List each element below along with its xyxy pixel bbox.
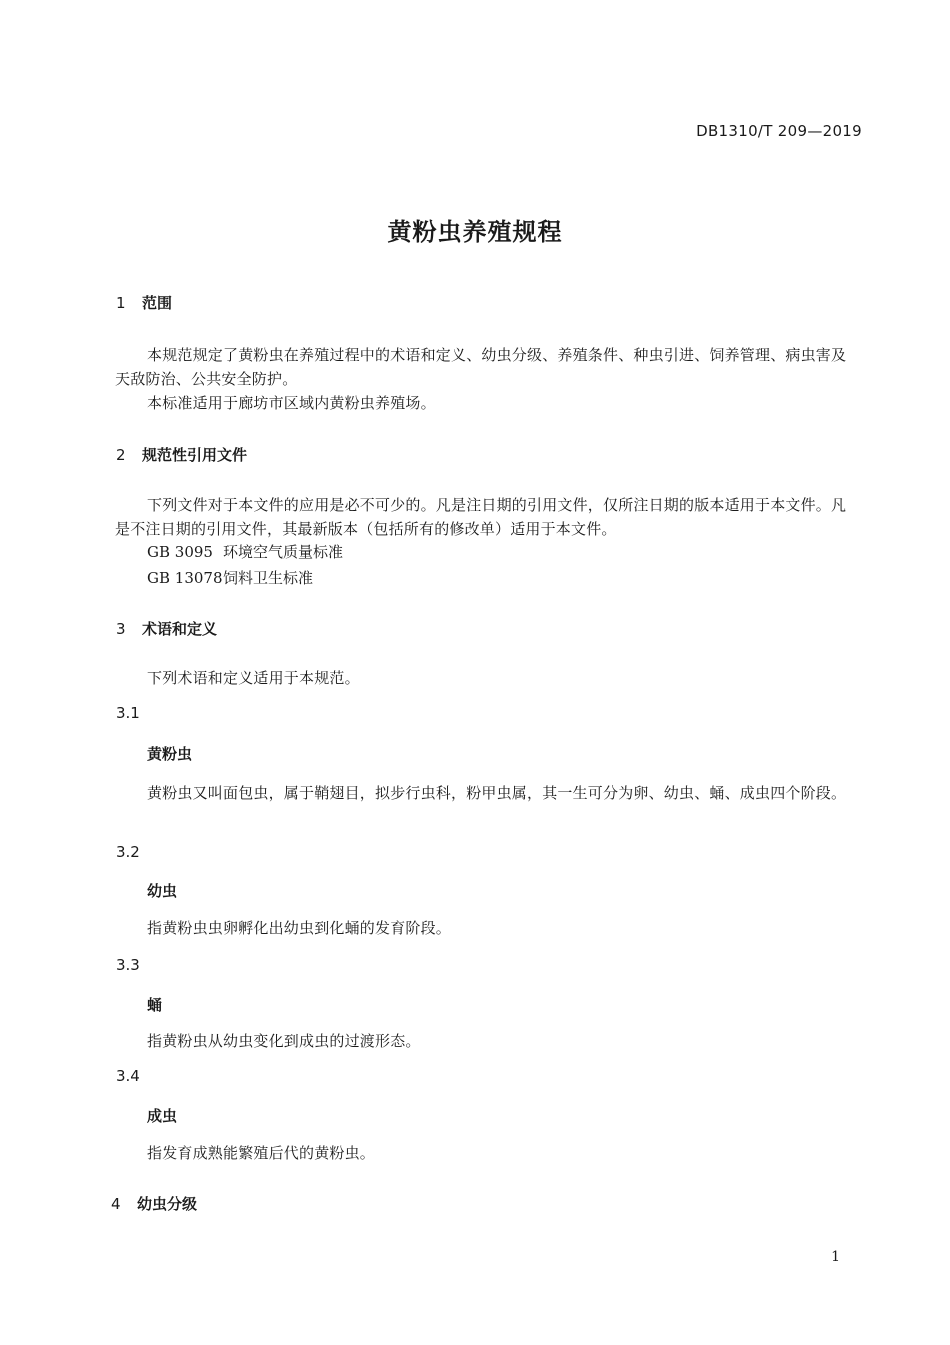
term-number: 3.4 bbox=[116, 1067, 140, 1085]
term-number: 3.1 bbox=[116, 704, 140, 722]
term-definition: 黄粉虫又叫面包虫，属于鞘翅目，拟步行虫科，粉甲虫属，其一生可分为卵、幼虫、蛹、成虫四个阶段。 bbox=[147, 784, 847, 802]
section-3-paragraph: 下列术语和定义适用于本规范。 bbox=[147, 669, 360, 687]
standard-code: DB1310/T 209—2019 bbox=[696, 122, 862, 140]
section-number: 2 bbox=[116, 446, 126, 464]
section-1-paragraph-2: 本标准适用于廊坊市区域内黄粉虫养殖场。 bbox=[147, 394, 436, 412]
term-definition: 指黄粉虫虫卵孵化出幼虫到化蛹的发育阶段。 bbox=[147, 919, 452, 937]
section-2-paragraph: 下列文件对于本文件的应用是必不可少的。凡是注日期的引用文件，仅所注日期的版本适用于本文件。凡是不注日期的引用文件，其最新版本（包括所有的修改单）适用于本文件。 bbox=[115, 496, 847, 538]
reference-name: 饲料卫生标准 bbox=[223, 569, 314, 587]
section-3-heading bbox=[116, 618, 217, 639]
term-definition: 指发育成熟能繁殖后代的黄粉虫。 bbox=[147, 1144, 376, 1162]
reference-item bbox=[147, 541, 343, 562]
reference-code: GB 13078 bbox=[147, 569, 223, 587]
term-name: 蛹 bbox=[147, 996, 163, 1014]
section-1-heading bbox=[116, 292, 172, 313]
section-title: 规范性引用文件 bbox=[142, 446, 248, 464]
term-number: 3.3 bbox=[116, 956, 140, 974]
page-number: 1 bbox=[831, 1249, 840, 1265]
term-number: 3.2 bbox=[116, 843, 140, 861]
term-name: 黄粉虫 bbox=[147, 745, 193, 763]
section-title: 幼虫分级 bbox=[137, 1195, 198, 1213]
section-number: 4 bbox=[111, 1195, 121, 1213]
section-number: 3 bbox=[116, 620, 126, 638]
reference-name: 环境空气质量标准 bbox=[223, 543, 344, 561]
section-4-heading bbox=[111, 1193, 197, 1214]
term-name: 幼虫 bbox=[147, 882, 178, 900]
term-name: 成虫 bbox=[147, 1107, 178, 1125]
section-1-paragraph-1: 本规范规定了黄粉虫在养殖过程中的术语和定义、幼虫分级、养殖条件、种虫引进、饲养管理、病虫害及天敌防治、公共安全防护。 bbox=[115, 346, 847, 388]
section-2-heading bbox=[116, 444, 247, 465]
section-title: 范围 bbox=[142, 294, 173, 312]
reference-item bbox=[147, 567, 313, 588]
term-definition: 指黄粉虫从幼虫变化到成虫的过渡形态。 bbox=[147, 1032, 421, 1050]
section-title: 术语和定义 bbox=[142, 620, 218, 638]
section-number: 1 bbox=[116, 294, 126, 312]
reference-code: GB 3095 bbox=[147, 543, 213, 561]
document-title: 黄粉虫养殖规程 bbox=[387, 218, 563, 246]
